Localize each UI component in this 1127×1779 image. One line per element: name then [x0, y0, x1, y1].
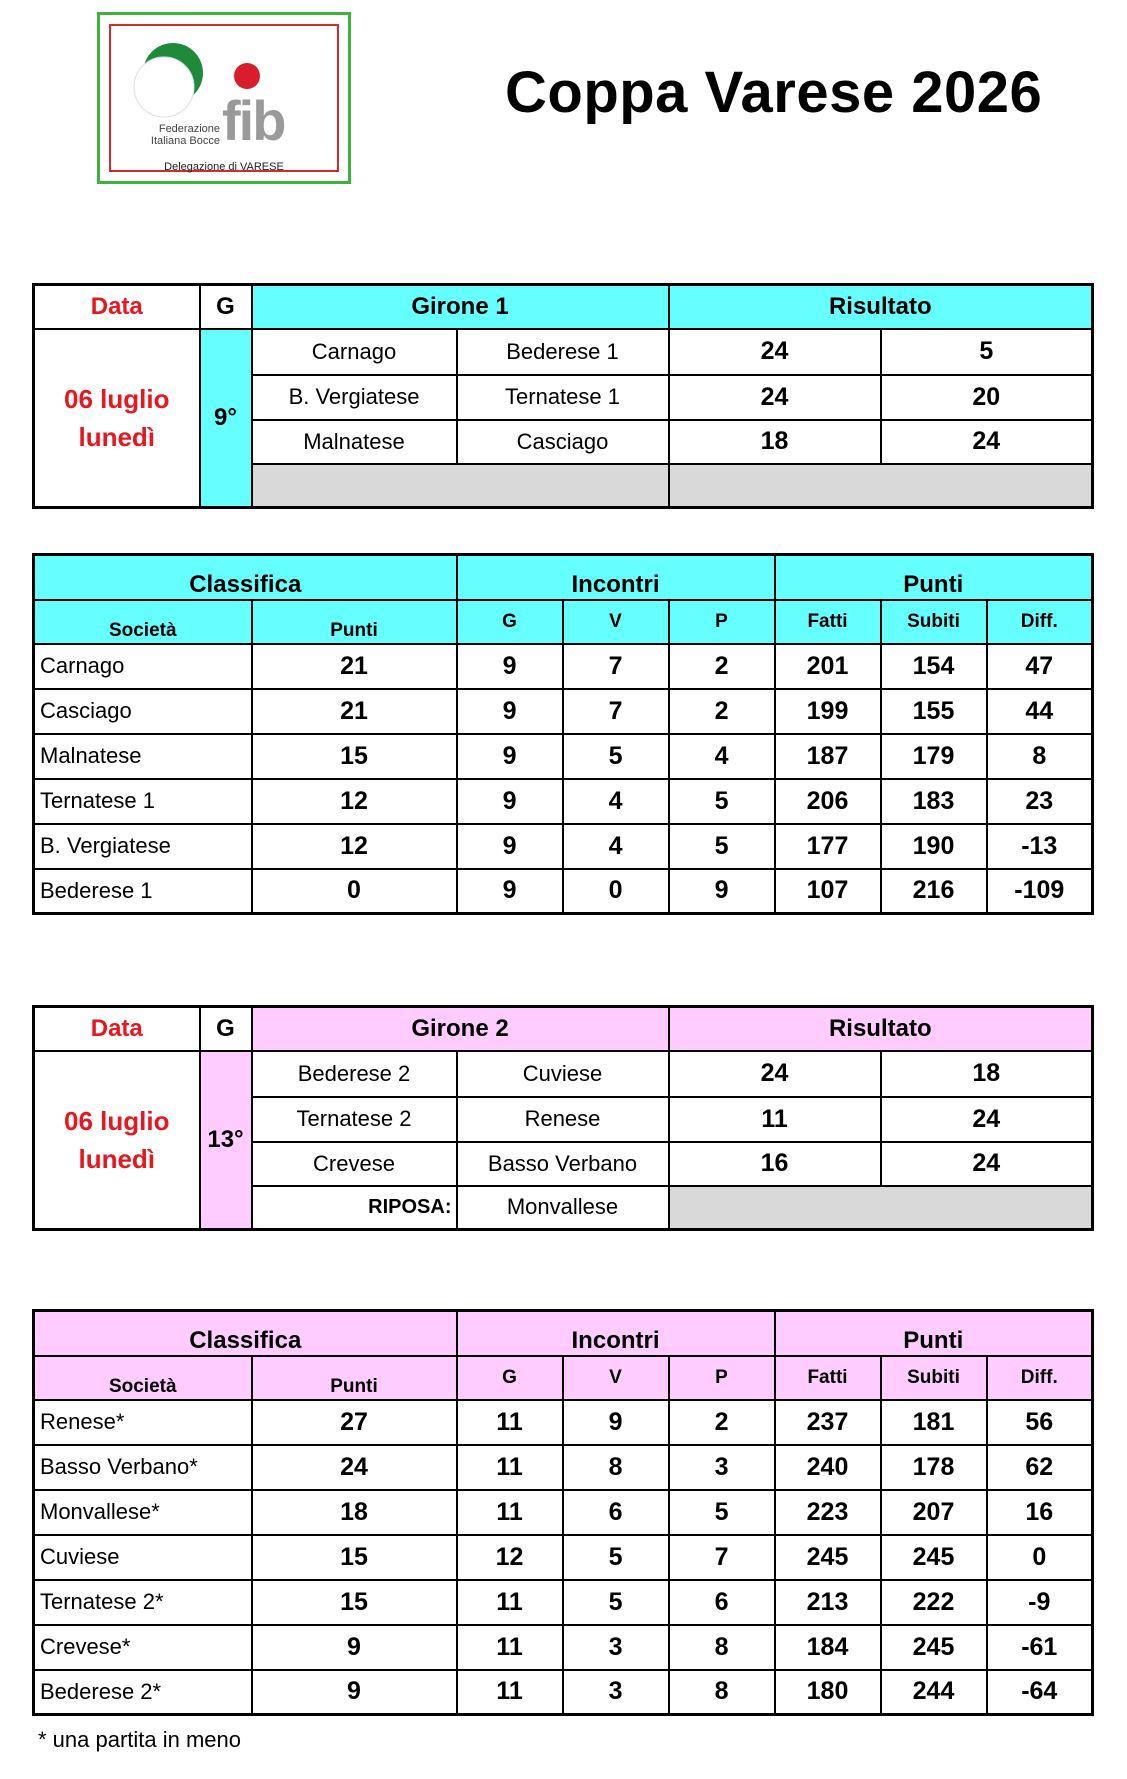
header-data: Data [34, 1007, 200, 1051]
giocate: 9 [457, 869, 563, 914]
subiti: 155 [881, 689, 987, 734]
header-risultato: Risultato [669, 285, 1093, 329]
match-score-home: 16 [669, 1142, 881, 1186]
riposa-team: Monvallese [457, 1186, 669, 1230]
col-punti: Punti [252, 1356, 457, 1400]
match-home-team: Crevese [252, 1142, 457, 1186]
punti: 9 [252, 1670, 457, 1715]
vinte: 7 [563, 689, 669, 734]
societa: Carnago [34, 644, 252, 689]
societa: Renese* [34, 1400, 252, 1445]
diff: 62 [987, 1445, 1093, 1490]
match-score-home: 18 [669, 420, 881, 464]
diff: -13 [987, 824, 1093, 869]
fatti: 199 [775, 689, 881, 734]
fatti: 240 [775, 1445, 881, 1490]
societa: Ternatese 1 [34, 779, 252, 824]
header-data: Data [34, 285, 200, 329]
vinte: 6 [563, 1490, 669, 1535]
perse: 5 [669, 779, 775, 824]
col-subiti: Subiti [881, 1356, 987, 1400]
table-row [34, 1580, 1093, 1625]
punti: 24 [252, 1445, 457, 1490]
societa: Malnatese [34, 734, 252, 779]
perse: 8 [669, 1670, 775, 1715]
giocate: 11 [457, 1490, 563, 1535]
fatti: 237 [775, 1400, 881, 1445]
diff: 44 [987, 689, 1093, 734]
table-row [34, 824, 1093, 869]
vinte: 3 [563, 1670, 669, 1715]
vinte: 9 [563, 1400, 669, 1445]
col-g: G [457, 1356, 563, 1400]
col-societa: Società [34, 600, 252, 644]
subiti: 245 [881, 1535, 987, 1580]
diff: -61 [987, 1625, 1093, 1670]
diff: 56 [987, 1400, 1093, 1445]
societa: Ternatese 2* [34, 1580, 252, 1625]
match-away-team: Cuviese [457, 1051, 669, 1097]
societa: Basso Verbano* [34, 1445, 252, 1490]
header-g: G [200, 285, 252, 329]
match-away-team: Bederese 1 [457, 329, 669, 375]
societa: B. Vergiatese [34, 824, 252, 869]
match-away-team: Renese [457, 1097, 669, 1142]
match-date: 06 luglio lunedì [34, 329, 200, 508]
subiti: 190 [881, 824, 987, 869]
match-home-team: B. Vergiatese [252, 375, 457, 420]
diff: 47 [987, 644, 1093, 689]
punti: 0 [252, 869, 457, 914]
header-punti-group: Punti [775, 555, 1093, 600]
header-risultato: Risultato [669, 1007, 1093, 1051]
diff: 16 [987, 1490, 1093, 1535]
col-punti: Punti [252, 600, 457, 644]
punti: 15 [252, 1580, 457, 1625]
table-row [34, 779, 1093, 824]
match-score-home: 24 [669, 375, 881, 420]
giocate: 9 [457, 824, 563, 869]
subiti: 244 [881, 1670, 987, 1715]
fib-logo [97, 12, 351, 184]
diff: -9 [987, 1580, 1093, 1625]
fatti: 201 [775, 644, 881, 689]
vinte: 3 [563, 1625, 669, 1670]
fatti: 187 [775, 734, 881, 779]
societa: Monvallese* [34, 1490, 252, 1535]
header-girone: Girone 1 [252, 285, 669, 329]
vinte: 4 [563, 779, 669, 824]
fatti: 213 [775, 1580, 881, 1625]
empty-match-cell [252, 464, 669, 508]
fatti: 245 [775, 1535, 881, 1580]
match-score-away: 5 [881, 329, 1093, 375]
footnote: * una partita in meno [38, 1727, 242, 1752]
col-diff: Diff. [987, 1356, 1093, 1400]
table-row [34, 1445, 1093, 1490]
giocate: 12 [457, 1535, 563, 1580]
header-girone: Girone 2 [252, 1007, 669, 1051]
page-title: Coppa Varese 2026 [505, 60, 1043, 125]
col-p: P [669, 1356, 775, 1400]
col-v: V [563, 1356, 669, 1400]
subiti: 207 [881, 1490, 987, 1535]
diff: 23 [987, 779, 1093, 824]
societa: Cuviese [34, 1535, 252, 1580]
subiti: 245 [881, 1625, 987, 1670]
logo-federation-text: Federazione Italiana Bocce [150, 123, 220, 147]
giocate: 11 [457, 1580, 563, 1625]
perse: 6 [669, 1580, 775, 1625]
perse: 9 [669, 869, 775, 914]
col-p: P [669, 600, 775, 644]
girone2-standings-table [32, 1309, 1094, 1716]
giocate: 11 [457, 1670, 563, 1715]
perse: 5 [669, 1490, 775, 1535]
vinte: 8 [563, 1445, 669, 1490]
subiti: 222 [881, 1580, 987, 1625]
match-score-home: 24 [669, 329, 881, 375]
giocate: 9 [457, 779, 563, 824]
empty-result-cell [669, 1186, 1093, 1230]
match-score-away: 24 [881, 1142, 1093, 1186]
fatti: 184 [775, 1625, 881, 1670]
match-away-team: Ternatese 1 [457, 375, 669, 420]
table-row [34, 689, 1093, 734]
girone2-schedule-table [32, 1005, 1094, 1231]
diff: 0 [987, 1535, 1093, 1580]
giocate: 11 [457, 1400, 563, 1445]
table-row [34, 734, 1093, 779]
vinte: 7 [563, 644, 669, 689]
punti: 15 [252, 1535, 457, 1580]
match-score-away: 18 [881, 1051, 1093, 1097]
perse: 2 [669, 644, 775, 689]
punti: 9 [252, 1625, 457, 1670]
match-score-home: 24 [669, 1051, 881, 1097]
punti: 12 [252, 779, 457, 824]
perse: 5 [669, 824, 775, 869]
subiti: 178 [881, 1445, 987, 1490]
diff: -109 [987, 869, 1093, 914]
logo-delegation-text: Delegazione di VARESE [164, 161, 284, 173]
table-row [34, 1490, 1093, 1535]
societa: Bederese 1 [34, 869, 252, 914]
logo-brand-text: fib [222, 89, 285, 152]
match-date: 06 luglio lunedì [34, 1051, 200, 1230]
punti: 15 [252, 734, 457, 779]
punti: 21 [252, 644, 457, 689]
punti: 27 [252, 1400, 457, 1445]
punti: 12 [252, 824, 457, 869]
header-incontri: Incontri [457, 555, 775, 600]
vinte: 4 [563, 824, 669, 869]
col-v: V [563, 600, 669, 644]
table-row [34, 1400, 1093, 1445]
societa: Casciago [34, 689, 252, 734]
fatti: 107 [775, 869, 881, 914]
riposa-label: RIPOSA: [252, 1186, 457, 1230]
match-away-team: Basso Verbano [457, 1142, 669, 1186]
empty-result-cell [669, 464, 1093, 508]
table-row [34, 1535, 1093, 1580]
diff: -64 [987, 1670, 1093, 1715]
fatti: 180 [775, 1670, 881, 1715]
header-incontri: Incontri [457, 1311, 775, 1356]
diff: 8 [987, 734, 1093, 779]
giocate: 11 [457, 1625, 563, 1670]
subiti: 181 [881, 1400, 987, 1445]
match-home-team: Bederese 2 [252, 1051, 457, 1097]
header-g: G [200, 1007, 252, 1051]
col-subiti: Subiti [881, 600, 987, 644]
subiti: 179 [881, 734, 987, 779]
col-fatti: Fatti [775, 1356, 881, 1400]
fatti: 223 [775, 1490, 881, 1535]
perse: 2 [669, 1400, 775, 1445]
giocate: 9 [457, 734, 563, 779]
giocate: 11 [457, 1445, 563, 1490]
match-score-home: 11 [669, 1097, 881, 1142]
col-societa: Società [34, 1356, 252, 1400]
table-row [34, 1670, 1093, 1715]
subiti: 183 [881, 779, 987, 824]
punti: 21 [252, 689, 457, 734]
match-home-team: Malnatese [252, 420, 457, 464]
perse: 7 [669, 1535, 775, 1580]
perse: 4 [669, 734, 775, 779]
vinte: 5 [563, 734, 669, 779]
punti: 18 [252, 1490, 457, 1535]
match-score-away: 24 [881, 1097, 1093, 1142]
table-row [34, 1625, 1093, 1670]
match-score-away: 20 [881, 375, 1093, 420]
subiti: 216 [881, 869, 987, 914]
giornata: 13° [200, 1051, 252, 1230]
header-classifica: Classifica [34, 1311, 457, 1356]
match-score-away: 24 [881, 420, 1093, 464]
header-classifica: Classifica [34, 555, 457, 600]
giocate: 9 [457, 644, 563, 689]
perse: 3 [669, 1445, 775, 1490]
vinte: 5 [563, 1535, 669, 1580]
subiti: 154 [881, 644, 987, 689]
giocate: 9 [457, 689, 563, 734]
table-row [34, 869, 1093, 914]
perse: 2 [669, 689, 775, 734]
col-fatti: Fatti [775, 600, 881, 644]
giornata: 9° [200, 329, 252, 508]
societa: Crevese* [34, 1625, 252, 1670]
vinte: 0 [563, 869, 669, 914]
header-punti-group: Punti [775, 1311, 1093, 1356]
girone1-schedule-table [32, 283, 1094, 509]
match-away-team: Casciago [457, 420, 669, 464]
girone1-standings-table [32, 553, 1094, 915]
fatti: 206 [775, 779, 881, 824]
match-home-team: Ternatese 2 [252, 1097, 457, 1142]
match-home-team: Carnago [252, 329, 457, 375]
col-g: G [457, 600, 563, 644]
perse: 8 [669, 1625, 775, 1670]
table-row [34, 644, 1093, 689]
societa: Bederese 2* [34, 1670, 252, 1715]
fatti: 177 [775, 824, 881, 869]
vinte: 5 [563, 1580, 669, 1625]
col-diff: Diff. [987, 600, 1093, 644]
